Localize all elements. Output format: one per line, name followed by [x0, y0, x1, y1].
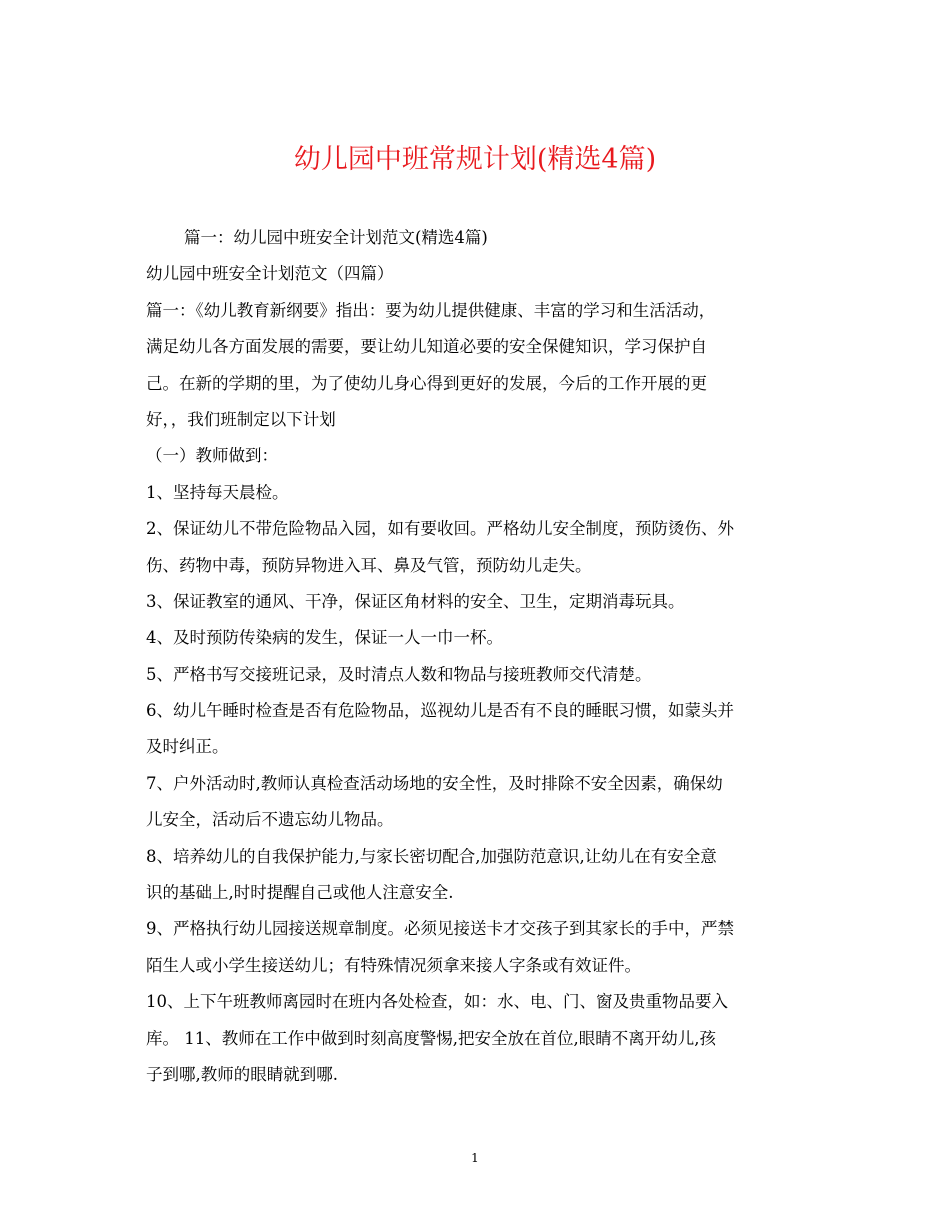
- text-line: 篇一：《幼儿教育新纲要》指出：要为幼儿提供健康、丰富的学习和生活活动，: [146, 300, 716, 320]
- text-line: 陌生人或小学生接送幼儿；有特殊情况须拿来接人字条或有效证件。: [146, 955, 641, 975]
- text-line: 及时纠正。: [146, 737, 229, 757]
- text-line: 幼儿园中班安全计划范文（四篇）: [146, 264, 394, 284]
- text-line: 10、上下午班教师离园时在班内各处检查，如：水、电、门、窗及贵重物品要入: [146, 992, 728, 1012]
- text-line: 9、严格执行幼儿园接送规章制度。必须见接送卡才交孩子到其家长的手中，严禁: [146, 919, 734, 939]
- text-line: 4、及时预防传染病的发生，保证一人一巾一杯。: [146, 628, 503, 648]
- document-body: [146, 220, 814, 1093]
- text-line: 2、保证幼儿不带危险物品入园，如有要收回。严格幼儿安全制度，预防烫伤、外: [146, 519, 734, 539]
- text-line: 识的基础上,时时提醒自己或他人注意安全.: [146, 883, 454, 903]
- text-line: （一）教师做到：: [146, 446, 278, 466]
- text-line: 篇一：幼儿园中班安全计划范文(精选4篇): [184, 228, 488, 247]
- page-number: 1: [471, 1151, 479, 1165]
- text-line: 儿安全，活动后不遗忘幼儿物品。: [146, 810, 394, 830]
- text-line: 6、幼儿午睡时检查是否有危险物品，巡视幼儿是否有不良的睡眠习惯，如蒙头并: [146, 701, 734, 721]
- text-line: 1、坚持每天晨检。: [146, 482, 289, 502]
- text-line: 3、保证教室的通风、干净，保证区角材料的安全、卫生，定期消毒玩具。: [146, 591, 685, 611]
- document-title: 幼儿园中班常规计划(精选4篇): [293, 144, 657, 175]
- text-line: 8、培养幼儿的自我保护能力,与家长密切配合,加强防范意识,让幼儿在有安全意: [146, 846, 717, 866]
- text-line: 子到哪,教师的眼睛就到哪.: [146, 1064, 338, 1084]
- text-line: 库。 11、教师在工作中做到时刻高度警惕,把安全放在首位,眼睛不离开幼儿,孩: [146, 1028, 716, 1048]
- text-line: 伤、药物中毒，预防异物进入耳、鼻及气管，预防幼儿走失。: [146, 555, 592, 575]
- text-line: 5、严格书写交接班记录，及时清点人数和物品与接班教师交代清楚。: [146, 664, 652, 684]
- text-line: 满足幼儿各方面发展的需要，要让幼儿知道必要的安全保健知识，学习保护自: [146, 337, 707, 357]
- text-line: 好，，我们班制定以下计划: [146, 409, 336, 429]
- text-line: 己。在新的学期的里，为了使幼儿身心得到更好的发展，今后的工作开展的更: [146, 373, 707, 393]
- text-line: 7、户外活动时,教师认真检查活动场地的安全性，及时排除不安全因素，确保幼: [146, 773, 723, 793]
